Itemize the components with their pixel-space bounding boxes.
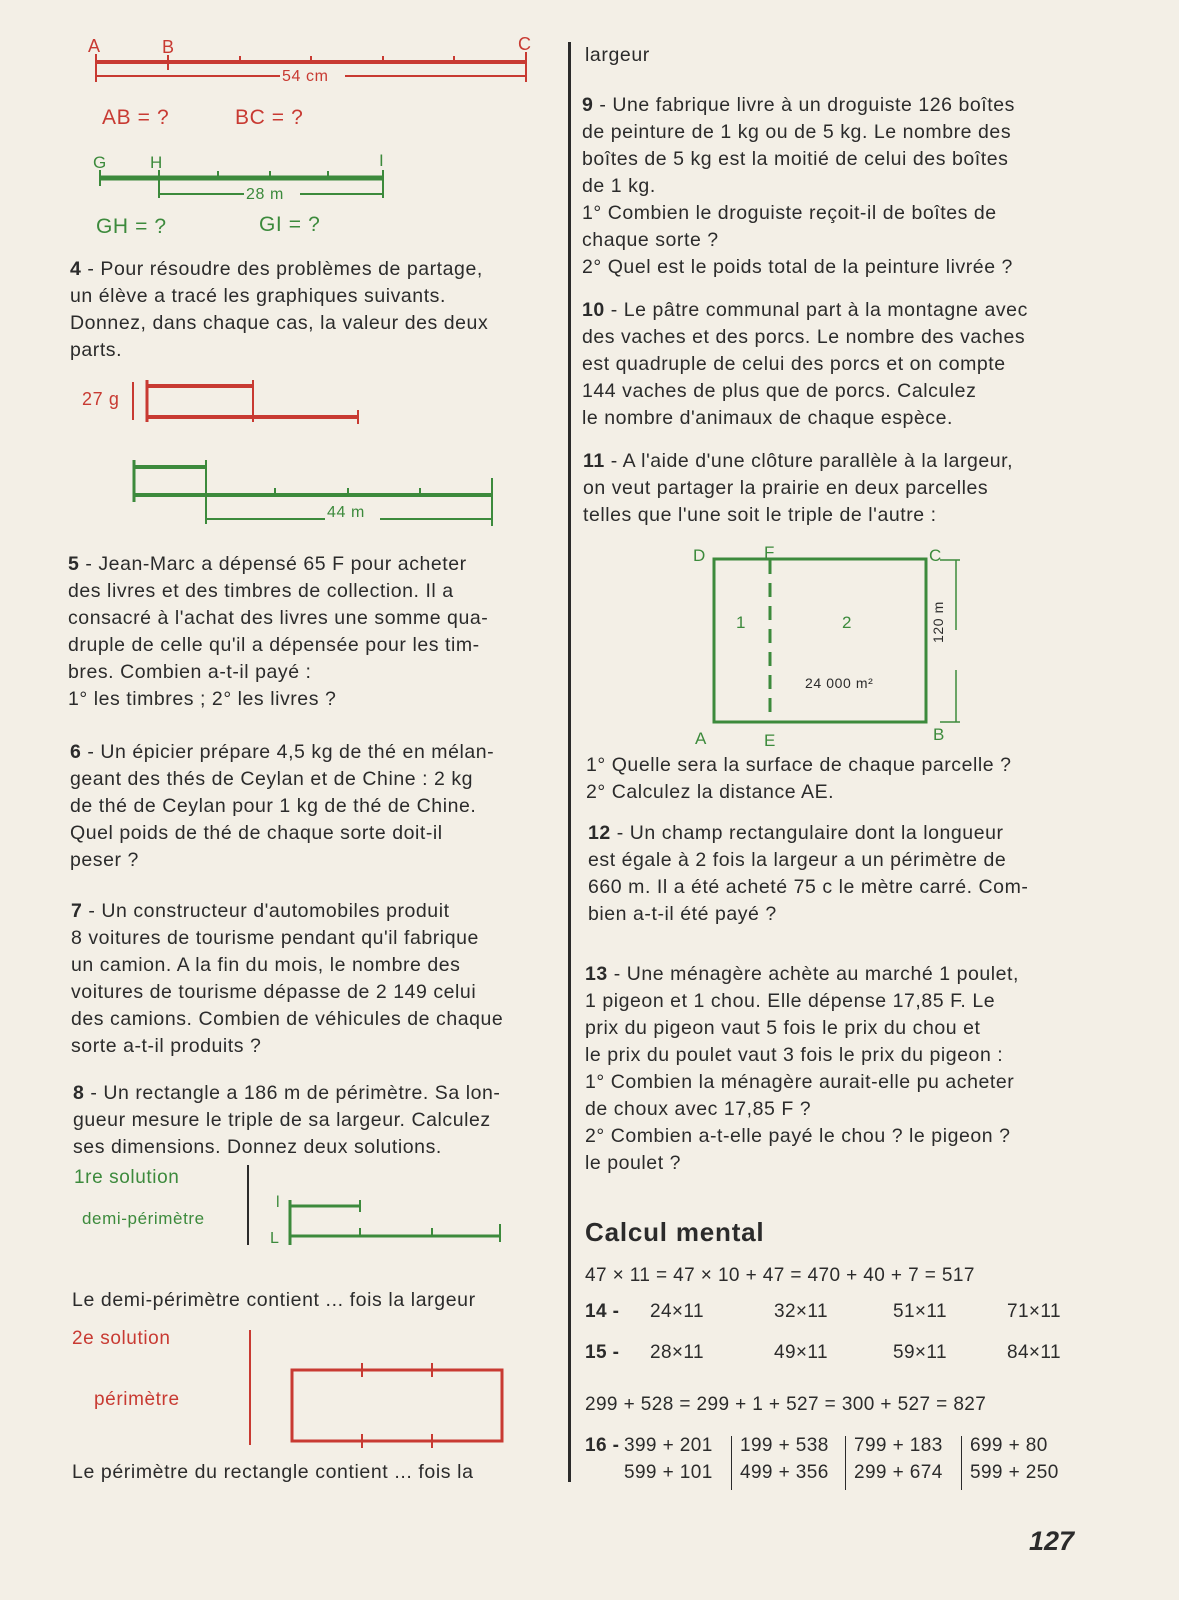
area-label: 24 000 m²: [805, 675, 874, 691]
mental-row-16-item: 399 + 201: [624, 1435, 713, 1456]
question-gi: GI = ?: [259, 213, 321, 236]
mental-row-16-item: 599 + 101: [624, 1462, 713, 1483]
exercise-6: 6 - Un épicier prépare 4,5 kg de thé en mélan- geant des thés de Ceylan et de Chine : 2 kg de thé de Ceylan pour 1 kg de thé de Chine. Quel poids de thé de chaque sorte doit-il peser ?: [70, 741, 495, 871]
mental-row-15-item: 49×11: [774, 1342, 828, 1363]
solution-1-label: 1re solution: [74, 1167, 180, 1188]
exercise-11: 11 - A l'aide d'une clôture parallèle à la largeur, on veut partager la prairie en deux parcelles telles que l'une soit le triple de l'autre :: [583, 450, 1014, 526]
label-c2: C: [929, 546, 942, 565]
mental-row-16-item: 799 + 183: [854, 1435, 943, 1456]
mental-example-2: 299 + 528 = 299 + 1 + 527 = 300 + 527 = 827: [585, 1394, 987, 1415]
mental-row-14-number: 14 -: [585, 1301, 620, 1322]
exercise-7: 7 - Un constructeur d'automobiles produit 8 voitures de tourisme pendant qu'il fabrique un camion. A la fin du mois, le nombre des voitures de tourisme dépasse de 2 149 celui des camions. Combien de véhicules de chaque sorte a-t-il produits ?: [71, 900, 504, 1057]
mental-row-15-item: 59×11: [893, 1342, 947, 1363]
label-c: C: [518, 34, 532, 54]
exercise-13: 13 - Une ménagère achète au marché 1 poulet, 1 pigeon et 1 chou. Elle dépense 17,85 F. Le prix du pigeon vaut 5 fois le prix du chou et le prix du poulet vaut 3 fois le prix du pigeon : 1° Combien la ménagère aurait-elle pu acheter de choux avec 17,85 F ? 2° Combien a-t-elle payé le chou ? le pigeon ? le poulet ?: [585, 963, 1019, 1174]
exercise-12: 12 - Un champ rectangulaire dont la longueur est égale à 2 fois la largeur a un périmètre de 660 m. Il a été acheté 75 c le mètre carré. Com- bien a-t-il été payé ?: [588, 822, 1029, 925]
label-f: F: [764, 543, 775, 562]
exercise-4: 4 - Pour résoudre des problèmes de partage, un élève a tracé les graphiques suivants. Donnez, dans chaque cas, la valeur des deux parts.: [70, 258, 489, 361]
length-54cm: 54 cm: [282, 68, 329, 85]
column-divider: [568, 42, 571, 1482]
length-27g: 27 g: [82, 389, 120, 409]
exercise-8-perimeter-text: Le périmètre du rectangle contient ... fois la: [72, 1461, 474, 1483]
mental-row-16-item: 699 + 80: [970, 1435, 1048, 1456]
label-i: I: [379, 151, 385, 170]
page-number: 127: [1029, 1526, 1075, 1556]
bar-diagram-27g: [133, 380, 358, 424]
question-bc: BC = ?: [235, 106, 304, 129]
exercise-5: 5 - Jean-Marc a dépensé 65 F pour acheter des livres et des timbres de collection. Il a consacré à l'achat des livres une somme qua- druple de celle qu'il a dépensée pour les tim- bres. Combien a-t-il payé : 1° les timbres ; 2° les livres ?: [68, 553, 489, 710]
exercise-8: 8 - Un rectangle a 186 m de périmètre. Sa lon- gueur mesure le triple de sa largeur. Calculez ses dimensions. Donnez deux solutions.: [73, 1082, 501, 1158]
parcel-2-label: 2: [842, 613, 853, 632]
question-ab: AB = ?: [102, 106, 170, 129]
rectangle-half-perimeter-diagram: [248, 1165, 500, 1245]
mental-row-14-item: 24×11: [650, 1301, 704, 1322]
exercise-11-questions: 1° Quelle sera la surface de chaque parcelle ? 2° Calculez la distance AE.: [586, 754, 1012, 803]
mental-example-1: 47 × 11 = 47 × 10 + 47 = 470 + 40 + 7 = 517: [585, 1265, 975, 1286]
segment-diagram-ghi: [100, 170, 383, 198]
perimeter-label: périmètre: [94, 1389, 180, 1410]
label-d: D: [693, 546, 706, 565]
label-g: G: [93, 153, 107, 172]
exercise-8-continuation: largeur: [585, 44, 650, 66]
parcel-1-label: 1: [736, 613, 747, 632]
exercise-8-half-perimeter-text: Le demi-périmètre contient ... fois la largeur: [72, 1289, 476, 1311]
side-length-label: 120 m: [930, 601, 946, 643]
exercise-10: 10 - Le pâtre communal part à la montagne avec des vaches et des porcs. Le nombre des vaches est quadruple de celui des porcs et on compte 144 vaches de plus que de porcs. Calculez le nombre d'animaux de chaque espèce.: [582, 299, 1028, 429]
column-separator: [961, 1436, 962, 1490]
mental-row-14-item: 32×11: [774, 1301, 828, 1322]
length-44m: 44 m: [327, 504, 365, 521]
label-a: A: [88, 36, 101, 56]
mental-row-16-item: 299 + 674: [854, 1462, 943, 1483]
column-separator: [731, 1436, 732, 1490]
length-28m: 28 m: [246, 186, 284, 203]
label-e: E: [764, 731, 776, 750]
label-b: B: [162, 37, 175, 57]
mental-row-15-item: 84×11: [1007, 1342, 1061, 1363]
rectangle-perimeter-diagram: [250, 1330, 502, 1448]
question-gh: GH = ?: [96, 215, 167, 238]
mental-row-15-item: 28×11: [650, 1342, 704, 1363]
mental-row-16-number: 16 -: [585, 1435, 620, 1456]
label-small-l: l: [276, 1194, 281, 1211]
mental-row-16-item: 599 + 250: [970, 1462, 1059, 1483]
exercise-9: 9 - Une fabrique livre à un droguiste 126 boîtes de peinture de 1 kg ou de 5 kg. Le nombre des boîtes de 5 kg est la moitié de celui des boîtes de 1 kg. 1° Combien le droguiste reçoit-il de boîtes de chaque sorte ? 2° Quel est le poids total de la peinture livrée ?: [582, 94, 1015, 278]
mental-row-16-item: 199 + 538: [740, 1435, 829, 1456]
bar-diagram-44m: [134, 460, 492, 526]
mental-row-14-item: 51×11: [893, 1301, 947, 1322]
mental-row-16-item: 499 + 356: [740, 1462, 829, 1483]
label-b2: B: [933, 725, 945, 744]
label-big-l: L: [270, 1230, 280, 1247]
field-rectangle-diagram: [714, 559, 960, 722]
label-a2: A: [695, 729, 707, 748]
solution-2-label: 2e solution: [72, 1328, 171, 1349]
label-h: H: [150, 153, 163, 172]
column-separator: [845, 1436, 846, 1490]
mental-row-15-number: 15 -: [585, 1342, 620, 1363]
half-perimeter-label: demi-périmètre: [82, 1209, 205, 1228]
mental-row-14-item: 71×11: [1007, 1301, 1061, 1322]
section-heading-calcul-mental: Calcul mental: [585, 1217, 765, 1247]
